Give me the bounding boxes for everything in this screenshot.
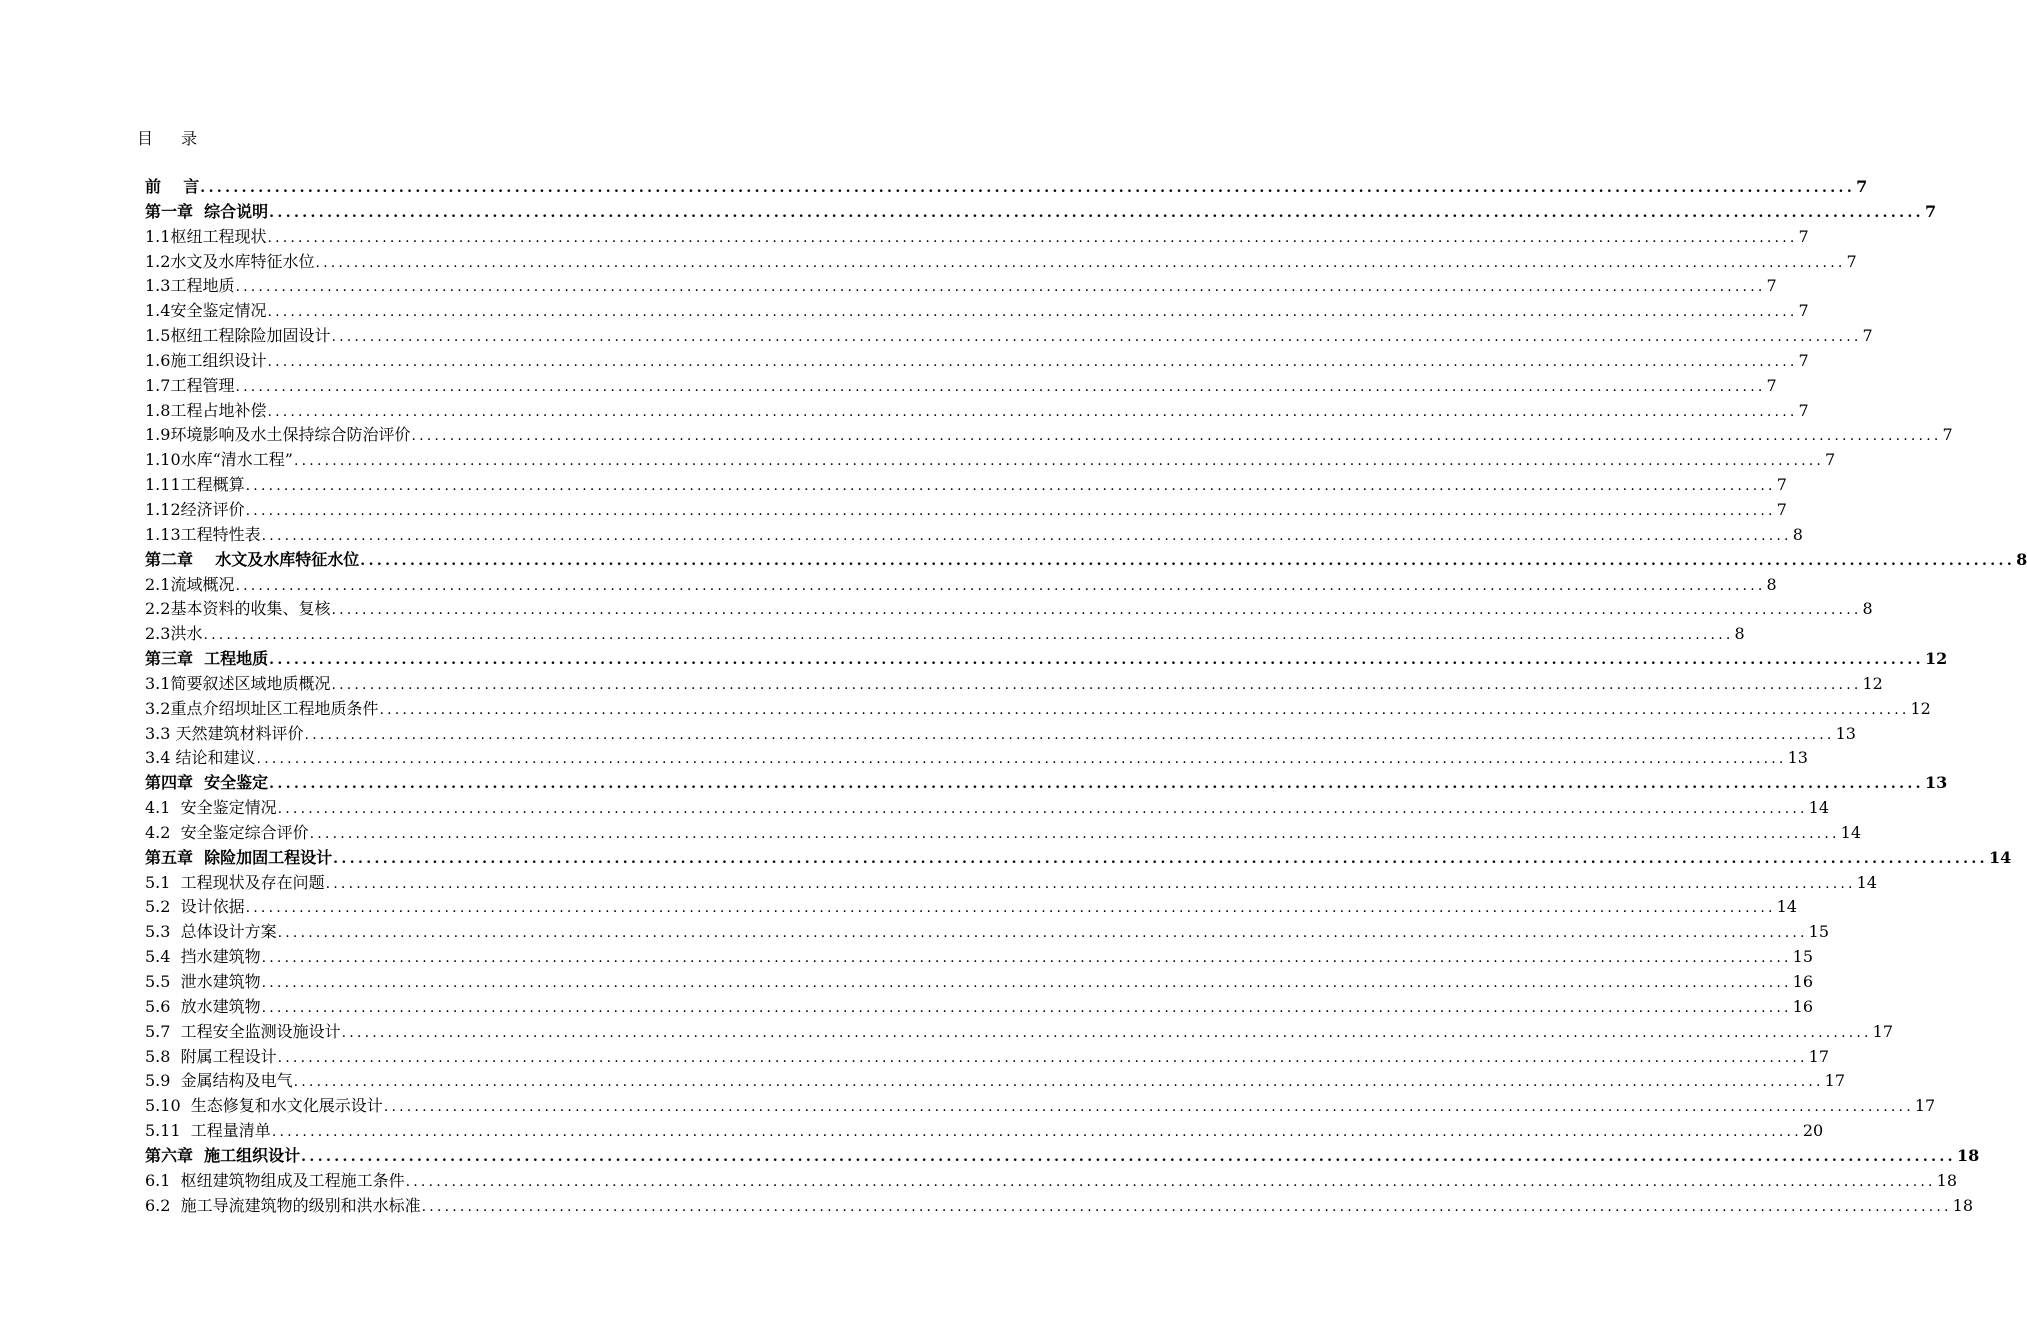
toc-page-number: 8: [2016, 549, 2027, 569]
toc-entry-label: 1.6施工组织设计: [145, 350, 267, 370]
toc-entry-label: 5.2 设计依据: [145, 897, 245, 917]
toc-page-number: 7: [1798, 400, 1809, 420]
toc-section-entry[interactable]: [145, 498, 1787, 523]
toc-entry-label: 3.2重点介绍坝址区工程地质条件: [145, 698, 379, 718]
toc-page-number: 20: [1802, 1121, 1824, 1141]
toc-chapter-entry[interactable]: [145, 846, 2012, 871]
toc-entry-label: 1.2水文及水库特征水位: [145, 251, 315, 271]
toc-page-number: 13: [1835, 723, 1856, 743]
toc-dot-leader: ........................................................................................................................................................................................................: [277, 1049, 1808, 1066]
toc-page-number: 13: [1787, 748, 1808, 768]
toc-section-entry[interactable]: [145, 523, 1803, 548]
toc-dot-leader: ........................................................................................................................................................................................................: [203, 627, 1734, 644]
toc-dot-leader: ........................................................................................................................................................................................................: [261, 950, 1792, 967]
toc-dot-leader: ........................................................................................................................................................................................................: [331, 602, 1862, 619]
toc-entry-label: 6.2 施工导流建筑物的级别和洪水标准: [145, 1195, 421, 1215]
toc-section-entry[interactable]: [145, 672, 1883, 697]
toc-section-entry[interactable]: [145, 299, 1809, 324]
toc-section-entry[interactable]: [145, 920, 1830, 945]
toc-dot-leader: ........................................................................................................................................................................................................: [269, 204, 1924, 221]
toc-page-number: 12: [1924, 649, 1948, 669]
toc-section-entry[interactable]: [145, 423, 1953, 448]
toc-page-number: 14: [1776, 897, 1798, 917]
toc-section-entry[interactable]: [145, 945, 1814, 970]
toc-page-number: 17: [1824, 1071, 1846, 1091]
toc-section-entry[interactable]: [145, 473, 1787, 498]
toc-page-number: 12: [1862, 673, 1883, 693]
toc-dot-leader: ........................................................................................................................................................................................................: [293, 1074, 1824, 1091]
toc-dot-leader: ........................................................................................................................................................................................................: [267, 229, 1798, 246]
toc-entry-label: 2.1流域概况: [145, 574, 235, 594]
toc-entry-label: 6.1 枢纽建筑物组成及工程施工条件: [145, 1170, 405, 1190]
toc-section-entry[interactable]: [145, 895, 1798, 920]
toc-section-entry[interactable]: [145, 1045, 1830, 1070]
toc-dot-leader: ........................................................................................................................................................................................................: [331, 676, 1862, 693]
toc-entry-label: 1.13工程特性表: [145, 524, 261, 544]
toc-page-number: 7: [1798, 226, 1809, 246]
toc-dot-leader: ........................................................................................................................................................................................................: [271, 1124, 1802, 1141]
toc-section-entry[interactable]: [145, 1094, 1936, 1119]
toc-dot-leader: ........................................................................................................................................................................................................: [309, 825, 1840, 842]
toc-entry-label: 第六章 施工组织设计: [145, 1145, 301, 1165]
toc-entry-label: 1.8工程占地补偿: [145, 400, 267, 420]
toc-entry-label: 第四章 安全鉴定: [145, 773, 269, 793]
toc-entry-label: 4.1 安全鉴定情况: [145, 798, 277, 818]
toc-page-number: 15: [1808, 922, 1830, 942]
toc-page-number: 7: [1856, 177, 1868, 196]
toc-section-entry[interactable]: [145, 324, 1873, 349]
toc-entry-label: 1.10水库“清水工程”: [145, 450, 293, 470]
toc-chapter-entry[interactable]: [145, 548, 2027, 573]
toc-dot-leader: ........................................................................................................................................................................................................: [383, 1099, 1914, 1116]
toc-page-number: 16: [1792, 972, 1814, 991]
toc-entry-label: 第一章 综合说明: [145, 201, 269, 221]
toc-dot-leader: ........................................................................................................................................................................................................: [245, 900, 1776, 917]
toc-entry-label: 第三章 工程地质: [145, 649, 269, 669]
toc-entry-label: 3.4 结论和建议: [145, 748, 256, 768]
toc-entry-label: 5.8 附属工程设计: [145, 1046, 277, 1066]
toc-section-entry[interactable]: [145, 349, 1809, 374]
toc-chapter-entry[interactable]: [145, 647, 1948, 672]
toc-entry-label: 5.10 生态修复和水文化展示设计: [145, 1096, 383, 1116]
table-of-contents: [145, 175, 2027, 1218]
toc-page-number: 7: [1942, 425, 1953, 445]
toc-dot-leader: ........................................................................................................................................................................................................: [235, 279, 1766, 296]
toc-dot-leader: ........................................................................................................................................................................................................: [294, 453, 1825, 470]
toc-entry-label: 第五章 除险加固工程设计: [145, 847, 333, 867]
toc-section-entry[interactable]: [145, 970, 1814, 995]
toc-entry-label: 第二章 水文及水库特征水位: [145, 549, 360, 569]
toc-dot-leader: ........................................................................................................................................................................................................: [256, 751, 1787, 768]
toc-section-entry[interactable]: [145, 1169, 1958, 1194]
toc-dot-leader: ........................................................................................................................................................................................................: [405, 1173, 1936, 1190]
toc-section-entry[interactable]: [145, 871, 1878, 896]
toc-page-number: 17: [1808, 1046, 1830, 1066]
toc-page-number: 18: [1956, 1145, 1980, 1165]
toc-page-number: 7: [1766, 276, 1777, 296]
toc-section-entry[interactable]: [145, 622, 1745, 647]
toc-section-entry[interactable]: [145, 274, 1777, 299]
toc-entry-label: 前 言: [145, 177, 200, 196]
toc-entry-label: 5.11 工程量清单: [145, 1121, 271, 1141]
toc-page-number: 7: [1825, 450, 1836, 470]
toc-entry-label: 1.12经济评价: [145, 499, 245, 519]
toc-section-entry[interactable]: [145, 374, 1777, 399]
toc-dot-leader: ........................................................................................................................................................................................................: [269, 776, 1924, 793]
toc-section-entry[interactable]: [145, 1119, 1824, 1144]
toc-dot-leader: ........................................................................................................................................................................................................: [267, 403, 1798, 420]
toc-entry-label: 1.5枢纽工程除险加固设计: [145, 326, 331, 346]
toc-section-entry[interactable]: [145, 399, 1809, 424]
toc-dot-leader: ........................................................................................................................................................................................................: [277, 801, 1808, 818]
toc-entry-label: 5.7 工程安全监测设施设计: [145, 1021, 341, 1041]
toc-page-number: 15: [1792, 947, 1814, 967]
toc-section-entry[interactable]: [145, 1020, 1894, 1045]
toc-dot-leader: ........................................................................................................................................................................................................: [200, 180, 1856, 196]
toc-page-number: 18: [1936, 1170, 1958, 1190]
toc-section-entry[interactable]: [145, 250, 1857, 275]
toc-section-entry[interactable]: [145, 1194, 1974, 1219]
toc-entry-label: 2.2基本资料的收集、复核: [145, 599, 331, 619]
toc-entry-label: 1.4安全鉴定情况: [145, 301, 267, 321]
toc-section-entry[interactable]: [145, 796, 1830, 821]
toc-page-number: 7: [1776, 475, 1787, 495]
toc-section-entry[interactable]: [145, 995, 1814, 1020]
toc-page-number: 7: [1924, 201, 1937, 221]
toc-section-entry[interactable]: [145, 573, 1777, 598]
toc-dot-leader: ........................................................................................................................................................................................................: [341, 1024, 1872, 1041]
toc-section-entry[interactable]: [145, 225, 1809, 250]
toc-entry-label: 1.9环境影响及水土保持综合防治评价: [145, 425, 411, 445]
toc-page-number: 16: [1792, 996, 1814, 1016]
toc-dot-leader: ........................................................................................................................................................................................................: [360, 552, 2016, 569]
toc-dot-leader: ........................................................................................................................................................................................................: [325, 875, 1856, 892]
toc-page-number: 7: [1766, 375, 1777, 395]
toc-dot-leader: ........................................................................................................................................................................................................: [267, 353, 1798, 370]
toc-dot-leader: ........................................................................................................................................................................................................: [245, 478, 1776, 495]
toc-page-number: 8: [1862, 599, 1873, 619]
toc-dot-leader: ........................................................................................................................................................................................................: [235, 577, 1766, 594]
toc-entry-label: 5.9 金属结构及电气: [145, 1071, 293, 1091]
toc-entry-label: 5.5 泄水建筑物: [145, 972, 261, 991]
toc-entry-label: 4.2 安全鉴定综合评价: [145, 822, 309, 842]
toc-page-number: 8: [1734, 624, 1745, 644]
toc-page-number: 13: [1924, 773, 1948, 793]
toc-page-number: 7: [1862, 326, 1873, 346]
toc-dot-leader: ........................................................................................................................................................................................................: [269, 652, 1924, 669]
toc-entry-label: 2.3洪水: [145, 624, 203, 644]
toc-section-entry[interactable]: [145, 448, 1836, 473]
toc-entry-label: 3.1简要叙述区域地质概况: [145, 673, 331, 693]
page-title: 目 录: [137, 129, 204, 148]
toc-page-number: 17: [1872, 1021, 1894, 1041]
toc-section-entry[interactable]: [145, 722, 1856, 747]
toc-page-number: 14: [1856, 872, 1878, 892]
toc-page-number: 17: [1914, 1096, 1936, 1116]
toc-chapter-entry[interactable]: [145, 200, 1937, 225]
toc-dot-leader: ........................................................................................................................................................................................................: [261, 999, 1792, 1016]
toc-section-entry[interactable]: [145, 821, 1862, 846]
toc-entry-label: 5.6 放水建筑物: [145, 996, 261, 1016]
toc-section-entry[interactable]: [145, 597, 1873, 622]
toc-page-number: 12: [1910, 698, 1931, 718]
toc-chapter-entry[interactable]: [145, 1144, 1980, 1169]
toc-page-number: 7: [1798, 301, 1809, 321]
toc-page-number: 7: [1846, 251, 1857, 271]
toc-dot-leader: ........................................................................................................................................................................................................: [235, 378, 1766, 395]
toc-dot-leader: ........................................................................................................................................................................................................: [315, 254, 1846, 271]
toc-page-number: 7: [1798, 350, 1809, 370]
toc-page-number: 14: [1840, 822, 1862, 842]
toc-chapter-entry[interactable]: [145, 175, 1868, 200]
toc-entry-label: 5.3 总体设计方案: [145, 922, 277, 942]
toc-page-number: 8: [1766, 574, 1777, 594]
toc-dot-leader: ........................................................................................................................................................................................................: [304, 726, 1835, 743]
toc-dot-leader: ........................................................................................................................................................................................................: [261, 527, 1792, 544]
toc-page-number: 14: [1988, 847, 2012, 867]
toc-dot-leader: ........................................................................................................................................................................................................: [301, 1148, 1956, 1165]
toc-entry-label: 1.1枢纽工程现状: [145, 226, 267, 246]
toc-dot-leader: ........................................................................................................................................................................................................: [411, 428, 1942, 445]
toc-entry-label: 1.11工程概算: [145, 475, 245, 495]
toc-page-number: 8: [1792, 524, 1803, 544]
toc-dot-leader: ........................................................................................................................................................................................................: [421, 1198, 1952, 1215]
toc-dot-leader: ........................................................................................................................................................................................................: [333, 850, 1988, 867]
toc-dot-leader: ........................................................................................................................................................................................................: [331, 329, 1862, 346]
toc-chapter-entry[interactable]: [145, 771, 1948, 796]
toc-section-entry[interactable]: [145, 1069, 1846, 1094]
toc-dot-leader: ........................................................................................................................................................................................................: [267, 304, 1798, 321]
toc-entry-label: 3.3 天然建筑材料评价: [145, 723, 304, 743]
toc-entry-label: 1.7工程管理: [145, 375, 235, 395]
toc-entry-label: 1.3工程地质: [145, 276, 235, 296]
toc-page-number: 18: [1952, 1195, 1974, 1215]
toc-page-number: 14: [1808, 798, 1830, 818]
toc-section-entry[interactable]: [145, 697, 1931, 722]
toc-dot-leader: ........................................................................................................................................................................................................: [277, 925, 1808, 942]
toc-dot-leader: ........................................................................................................................................................................................................: [379, 701, 1910, 718]
toc-page-number: 7: [1776, 499, 1787, 519]
toc-entry-label: 5.4 挡水建筑物: [145, 947, 261, 967]
toc-dot-leader: ........................................................................................................................................................................................................: [245, 502, 1776, 519]
toc-section-entry[interactable]: [145, 746, 1808, 771]
toc-dot-leader: ........................................................................................................................................................................................................: [261, 975, 1792, 991]
toc-entry-label: 5.1 工程现状及存在问题: [145, 872, 325, 892]
